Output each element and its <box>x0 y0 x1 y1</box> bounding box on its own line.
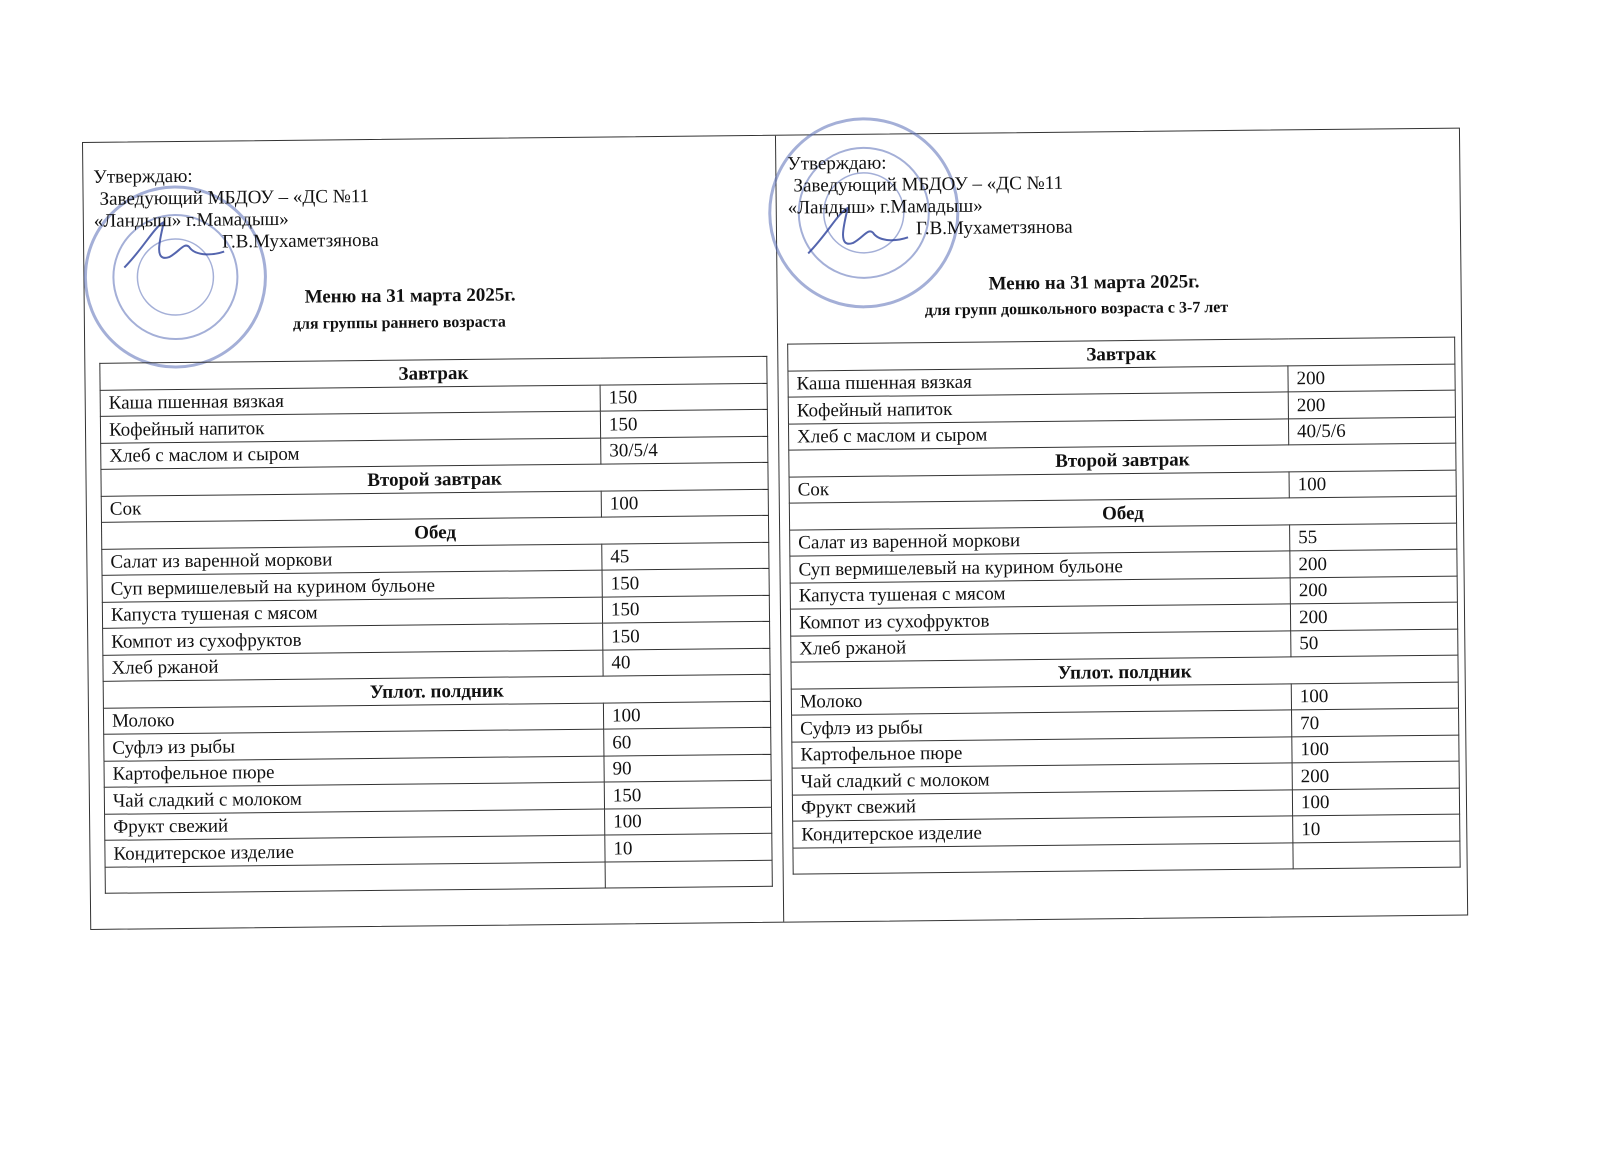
dish-name <box>105 862 605 894</box>
menu-subtitle: для группы раннего возраста <box>292 313 506 333</box>
dish-name: Хлеб с маслом и сыром <box>788 418 1288 450</box>
approval-signatory <box>94 230 379 255</box>
portion-grams: 150 <box>600 409 767 437</box>
portion-grams: 10 <box>1293 814 1460 842</box>
dish-name: Капуста тушеная с мясом <box>102 597 602 629</box>
portion-grams: 100 <box>603 701 770 729</box>
portion-grams: 100 <box>1289 470 1456 498</box>
portion-grams: 100 <box>605 807 772 835</box>
section-title: Второй завтрак <box>789 443 1456 476</box>
dish-name: Каша пшенная вязкая <box>100 385 600 417</box>
section-title: Второй завтрак <box>101 462 768 495</box>
dish-name: Хлеб с маслом и сыром <box>101 438 601 470</box>
approval-organization: «Ландыш» г.Мамадыш» <box>93 208 289 232</box>
portion-grams: 200 <box>1292 761 1459 789</box>
dish-name: Хлеб ржаной <box>791 630 1291 662</box>
dish-name: Компот из сухофруктов <box>103 623 603 655</box>
portion-grams: 40 <box>603 648 770 676</box>
dish-name: Компот из сухофруктов <box>790 604 1290 636</box>
section-title: Обед <box>789 496 1456 529</box>
document-frame <box>82 128 1468 930</box>
section-title: Завтрак <box>788 337 1455 370</box>
dish-name: Молоко <box>103 703 603 735</box>
dish-name: Сок <box>789 471 1289 503</box>
approval-heading: Утверждаю: <box>787 152 887 175</box>
dish-name: Кофейный напиток <box>100 411 600 443</box>
portion-grams <box>1293 841 1460 869</box>
portion-grams: 150 <box>604 780 771 808</box>
signatory-name: Г.В.Мухаметзянова <box>915 216 1073 240</box>
dish-name: Кофейный напиток <box>788 392 1288 424</box>
dish-name: Суп вермишелевый на курином бульоне <box>102 570 602 602</box>
portion-grams: 100 <box>1292 735 1459 763</box>
portion-grams: 150 <box>602 568 769 596</box>
portion-grams: 40/5/6 <box>1288 417 1455 445</box>
dish-name: Фрукт свежий <box>105 809 605 841</box>
portion-grams: 150 <box>600 383 767 411</box>
menu-subtitle: для групп дошкольного возраста с 3-7 лет <box>924 299 1229 320</box>
portion-grams: 100 <box>1291 682 1458 710</box>
portion-grams: 10 <box>605 833 772 861</box>
portion-grams: 55 <box>1290 523 1457 551</box>
dish-name: Суп вермишелевый на курином бульоне <box>790 551 1290 583</box>
portion-grams: 150 <box>603 621 770 649</box>
approval-block <box>787 151 1073 242</box>
portion-grams: 70 <box>1292 708 1459 736</box>
section-title: Завтрак <box>100 356 767 389</box>
approval-block <box>93 164 379 255</box>
menu-panel-preschool <box>777 128 1475 921</box>
dish-name: Молоко <box>791 683 1291 715</box>
approval-organization: «Ландыш» г.Мамадыш» <box>787 195 983 219</box>
approval-heading: Утверждаю: <box>93 165 193 188</box>
dish-name: Хлеб ржаной <box>103 650 603 682</box>
portion-grams: 30/5/4 <box>601 436 768 464</box>
dish-name: Капуста тушеная с мясом <box>790 577 1290 609</box>
portion-grams: 200 <box>1288 390 1455 418</box>
dish-name: Салат из варенной моркови <box>102 544 602 576</box>
dish-name: Чай сладкий с молоком <box>104 782 604 814</box>
dish-name: Суфлэ из рыбы <box>792 710 1292 742</box>
portion-grams: 100 <box>601 489 768 517</box>
dish-name: Каша пшенная вязкая <box>788 365 1288 397</box>
menu-table <box>787 337 1461 875</box>
signatory-name: Г.В.Мухаметзянова <box>221 229 379 253</box>
menu-title: Меню на 31 марта 2025г. <box>988 271 1200 295</box>
approval-position: Заведующий МБДОУ – «ДС №11 <box>793 172 1064 197</box>
portion-grams: 45 <box>602 542 769 570</box>
dish-name: Картофельное пюре <box>792 736 1292 768</box>
portion-grams: 200 <box>1288 364 1455 392</box>
dish-name: Салат из варенной моркови <box>790 524 1290 556</box>
portion-grams: 90 <box>604 754 771 782</box>
dish-name: Картофельное пюре <box>104 756 604 788</box>
menu-title: Меню на 31 марта 2025г. <box>304 284 516 308</box>
dish-name <box>793 842 1293 874</box>
portion-grams: 60 <box>604 727 771 755</box>
portion-grams: 50 <box>1291 629 1458 657</box>
portion-grams: 100 <box>1292 788 1459 816</box>
approval-signatory <box>788 217 1073 242</box>
dish-name: Сок <box>101 491 601 523</box>
section-title: Уплот. полдник <box>103 674 770 707</box>
portion-grams: 200 <box>1290 576 1457 604</box>
dish-name: Кондитерское изделие <box>793 816 1293 848</box>
menu-panel-early-age <box>83 136 781 929</box>
portion-grams: 200 <box>1290 549 1457 577</box>
dish-name: Суфлэ из рыбы <box>104 729 604 761</box>
approval-position: Заведующий МБДОУ – «ДС №11 <box>99 185 370 210</box>
dish-name: Фрукт свежий <box>792 789 1292 821</box>
dish-name: Чай сладкий с молоком <box>792 763 1292 795</box>
menu-table <box>99 356 773 894</box>
portion-grams: 150 <box>602 595 769 623</box>
section-title: Обед <box>101 515 768 548</box>
dish-name: Кондитерское изделие <box>105 835 605 867</box>
portion-grams <box>605 860 772 888</box>
section-title: Уплот. полдник <box>791 655 1458 688</box>
portion-grams: 200 <box>1290 602 1457 630</box>
